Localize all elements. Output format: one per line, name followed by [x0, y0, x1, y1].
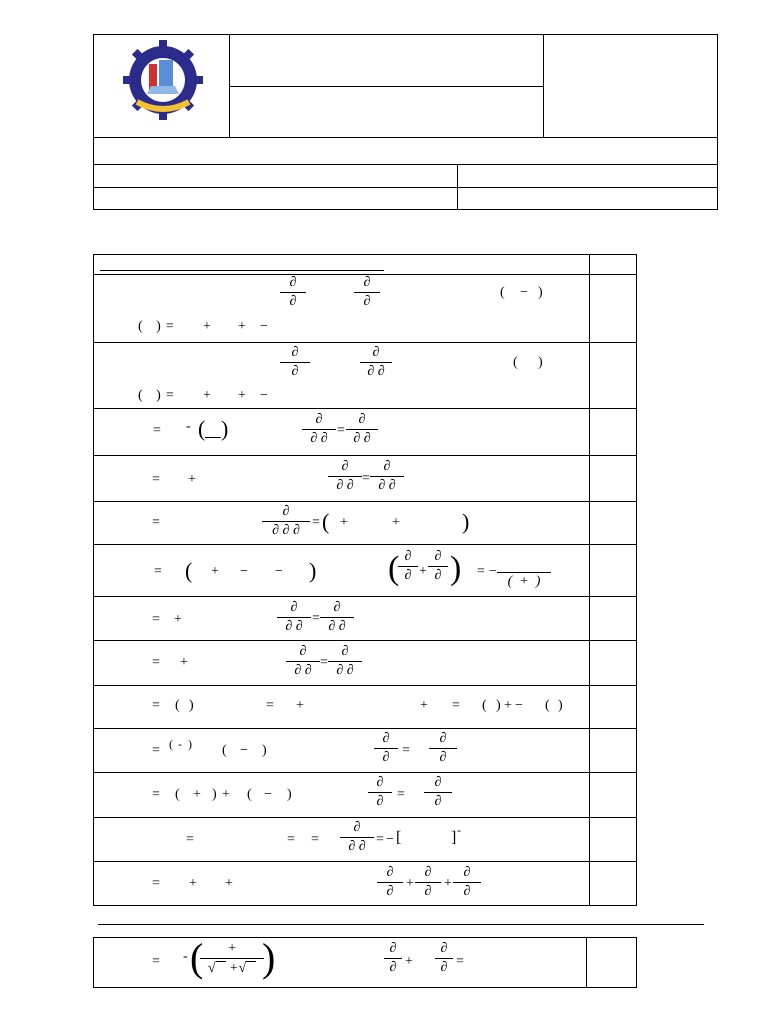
equals-sign: =: [152, 515, 160, 530]
row-divider: [93, 544, 637, 545]
plus-sign: +: [238, 388, 246, 403]
row-divider: [93, 455, 637, 456]
equals-sign: =: [312, 611, 320, 626]
header-divider: [543, 34, 544, 137]
plus-sign: +: [193, 787, 201, 802]
partial-fraction: [368, 776, 392, 809]
minus-sign: −: [489, 564, 497, 579]
partial-symbol: ∂: [389, 960, 397, 975]
partial-fraction: [415, 866, 441, 899]
equals-sign: =: [186, 832, 194, 847]
paren-close: ): [450, 550, 462, 587]
plus-sign: +: [444, 876, 452, 891]
marks-column-divider: [589, 254, 590, 906]
fraction: ( + ): [497, 556, 551, 589]
partial-fraction: [374, 732, 398, 765]
partial-symbol: ∂: [439, 731, 447, 746]
row-divider: [93, 501, 637, 502]
partial-symbol: ∂: [290, 600, 298, 615]
paren-open: (: [513, 355, 518, 370]
partial-symbol: ∂: [363, 294, 371, 309]
minus-sign: −: [515, 698, 523, 713]
paren-close: ): [538, 355, 543, 370]
partial-fraction: ∂ ∂ ∂ ∂: [262, 505, 310, 538]
equals-sign: =: [311, 832, 319, 847]
partial-symbol: ∂ ∂: [367, 364, 385, 379]
paren-open: (: [482, 698, 487, 713]
partial-symbol: ∂: [389, 941, 397, 956]
equals-sign: =: [152, 698, 160, 713]
header-divider: [93, 187, 718, 188]
fraction: + √ +√: [200, 942, 264, 976]
marks-column-divider: [586, 937, 587, 988]
paren-close: ): [262, 935, 276, 980]
paren-close: ): [262, 743, 267, 758]
header-divider: [457, 164, 458, 210]
row-divider: [93, 861, 637, 862]
plus-sign: +: [406, 876, 414, 891]
plus-sign: +: [340, 515, 348, 530]
plus-sign: +: [211, 564, 219, 579]
partial-symbol: ∂: [404, 568, 412, 583]
sqrt-sign: √: [207, 961, 216, 976]
minus-sign: −: [260, 319, 268, 334]
equals-sign: =: [312, 515, 320, 530]
partial-fraction: ∂ ∂ ∂: [346, 413, 378, 446]
equals-sign: =: [320, 655, 328, 670]
equals-sign: =: [452, 698, 460, 713]
row-divider: [93, 408, 637, 409]
institute-logo: [119, 36, 207, 124]
partial-symbol: ∂: [404, 549, 412, 564]
dash-sign: -: [186, 419, 191, 434]
plus-sign: +: [420, 698, 428, 713]
paren-open: (: [545, 698, 550, 713]
plus-sign: +: [392, 515, 400, 530]
partial-symbol: ∂: [282, 504, 290, 519]
equals-sign: =: [477, 564, 485, 579]
partial-fraction: ∂ ∂ ∂: [370, 460, 404, 493]
partial-symbol: ∂: [463, 865, 471, 880]
partial-symbol: ∂: [291, 345, 299, 360]
paren-close: ): [462, 509, 470, 534]
partial-symbol: ∂: [434, 568, 442, 583]
plus-sign: +: [203, 319, 211, 334]
row-divider: [93, 817, 637, 818]
plus-sign: +: [174, 612, 182, 627]
plus-sign: +: [189, 876, 197, 891]
partial-symbol: ∂: [382, 731, 390, 746]
partial-symbol: ∂: [333, 600, 341, 615]
row-divider: [93, 685, 637, 686]
partial-symbol: ∂: [463, 884, 471, 899]
partial-symbol: ∂: [341, 644, 349, 659]
plus-sign: +: [419, 564, 427, 579]
question-table-2: [93, 937, 637, 988]
equals-sign: =: [397, 787, 405, 802]
equals-sign: =: [152, 876, 160, 891]
paren-close: ): [309, 558, 317, 583]
equals-sign: =: [152, 655, 160, 670]
partial-fraction: [280, 276, 306, 309]
partial-symbol: ∂: [315, 412, 323, 427]
partial-symbol: ∂: [424, 884, 432, 899]
minus-sign: −: [240, 564, 248, 579]
header-divider: [93, 164, 718, 165]
paren-close: ): [558, 698, 563, 713]
paren-close: ): [212, 787, 217, 802]
section-separator: [98, 924, 704, 925]
partial-symbol: ∂: [439, 750, 447, 765]
plus-sign: +: [227, 941, 237, 956]
minus-sign: −: [264, 787, 272, 802]
partial-symbol: ∂: [299, 644, 307, 659]
partial-fraction: [280, 346, 310, 379]
header-divider: [93, 137, 718, 138]
partial-fraction: [384, 942, 402, 975]
superscript-paren-close: ): [188, 737, 192, 751]
paren-open: (: [247, 787, 252, 802]
equals-sign: =: [456, 954, 464, 969]
paren-open: (: [198, 416, 206, 441]
equals-sign: =: [153, 423, 161, 438]
partial-symbol: ∂: [376, 775, 384, 790]
partial-fraction: [435, 942, 453, 975]
partial-symbol: ∂: [440, 960, 448, 975]
partial-fraction: ∂ ∂ ∂: [340, 821, 374, 854]
minus-sign: −: [275, 564, 283, 579]
partial-fraction: [360, 346, 392, 379]
minus-sign: −: [260, 388, 268, 403]
plus-sign: +: [504, 698, 512, 713]
row-divider: [93, 596, 637, 597]
equals-sign: =: [402, 743, 410, 758]
equals-sign: =: [337, 423, 345, 438]
partial-fraction: [354, 276, 380, 309]
bracket-close: ]: [451, 829, 457, 846]
partial-symbol: ∂: [434, 794, 442, 809]
partial-fraction: [424, 776, 452, 809]
equals-sign: =: [362, 471, 370, 486]
partial-fraction: ∂ ∂ ∂: [328, 460, 362, 493]
partial-fraction: [398, 550, 418, 583]
paren-close: ): [496, 698, 501, 713]
plus-sign: +: [225, 876, 233, 891]
superscript-minus: -: [178, 737, 182, 751]
plus-sign: +: [222, 787, 230, 802]
partial-fraction: [453, 866, 481, 899]
partial-fraction: [377, 866, 403, 899]
equals-sign: =: [152, 787, 160, 802]
partial-fraction: ∂ ∂ ∂: [286, 645, 320, 678]
plus-sign: +: [180, 655, 188, 670]
partial-symbol: ∂: [440, 941, 448, 956]
partial-fraction: ∂ ∂ ∂: [320, 601, 354, 634]
partial-symbol: ∂: [289, 294, 297, 309]
partial-symbol: ∂: [434, 549, 442, 564]
superscript-minus: -: [457, 823, 461, 837]
paren-open: (: [500, 285, 505, 300]
partial-fraction: ∂ ∂ ∂: [277, 601, 311, 634]
row-divider: [93, 342, 637, 343]
paren-open: (: [322, 509, 330, 534]
partial-symbol: ∂: [382, 750, 390, 765]
paren-open: (: [175, 698, 180, 713]
partial-symbol: ∂: [424, 865, 432, 880]
equals-sign: =: [152, 954, 160, 969]
equals-sign: =: [154, 564, 162, 579]
plus-sign: +: [203, 388, 211, 403]
row-divider: [93, 640, 637, 641]
partial-symbol: ∂: [363, 275, 371, 290]
paren-close: ): [287, 787, 292, 802]
equals-sign: =: [266, 698, 274, 713]
minus-sign: −: [520, 285, 528, 300]
dash-sign: -: [183, 949, 188, 964]
paren-open: (: [175, 787, 180, 802]
plus-sign: +: [238, 319, 246, 334]
partial-fraction: [429, 732, 457, 765]
equals-sign: =: [152, 612, 160, 627]
minus-sign: −: [240, 743, 248, 758]
partial-symbol: ∂: [386, 865, 394, 880]
table-header-underline: [100, 270, 384, 271]
sqrt-sign: √: [238, 961, 247, 976]
minus-sign: −: [386, 832, 394, 847]
partial-symbol: ∂: [291, 364, 299, 379]
plus-sign: +: [296, 698, 304, 713]
partial-symbol: ∂: [353, 820, 361, 835]
partial-symbol: ∂: [383, 459, 391, 474]
bracket-open: [: [396, 829, 402, 846]
partial-symbol: ∂: [341, 459, 349, 474]
row-divider: [93, 728, 637, 729]
equals-sign: =: [152, 472, 160, 487]
paren-open: (: [190, 935, 204, 980]
gear-logo-icon: [119, 36, 207, 124]
superscript-paren-open: (: [169, 737, 173, 751]
partial-symbol: ∂: [372, 345, 380, 360]
partial-symbol: ∂: [376, 794, 384, 809]
header-divider: [229, 86, 543, 87]
partial-symbol: ∂: [434, 775, 442, 790]
partial-symbol: ∂: [289, 275, 297, 290]
function-eq: ( )=: [138, 319, 179, 334]
paren-open: (: [388, 550, 400, 587]
paren-close: ): [221, 416, 229, 441]
paren-open: (: [185, 558, 193, 583]
equals-sign: =: [287, 832, 295, 847]
partial-fraction: [428, 550, 448, 583]
plus-sign: +: [405, 954, 413, 969]
function-eq: ( )=: [138, 388, 179, 403]
paren-close: ): [538, 285, 543, 300]
equals-sign: =: [152, 743, 160, 758]
equals-sign: =: [376, 832, 384, 847]
paren-open: (: [222, 743, 227, 758]
paren-close: ): [189, 698, 194, 713]
partial-symbol: ∂: [386, 884, 394, 899]
partial-fraction: ∂ ∂ ∂: [302, 413, 336, 446]
plus-sign: +: [188, 472, 196, 487]
row-divider: [93, 772, 637, 773]
partial-symbol: ∂: [358, 412, 366, 427]
fraction: [205, 421, 221, 454]
partial-fraction: ∂ ∂ ∂: [328, 645, 362, 678]
